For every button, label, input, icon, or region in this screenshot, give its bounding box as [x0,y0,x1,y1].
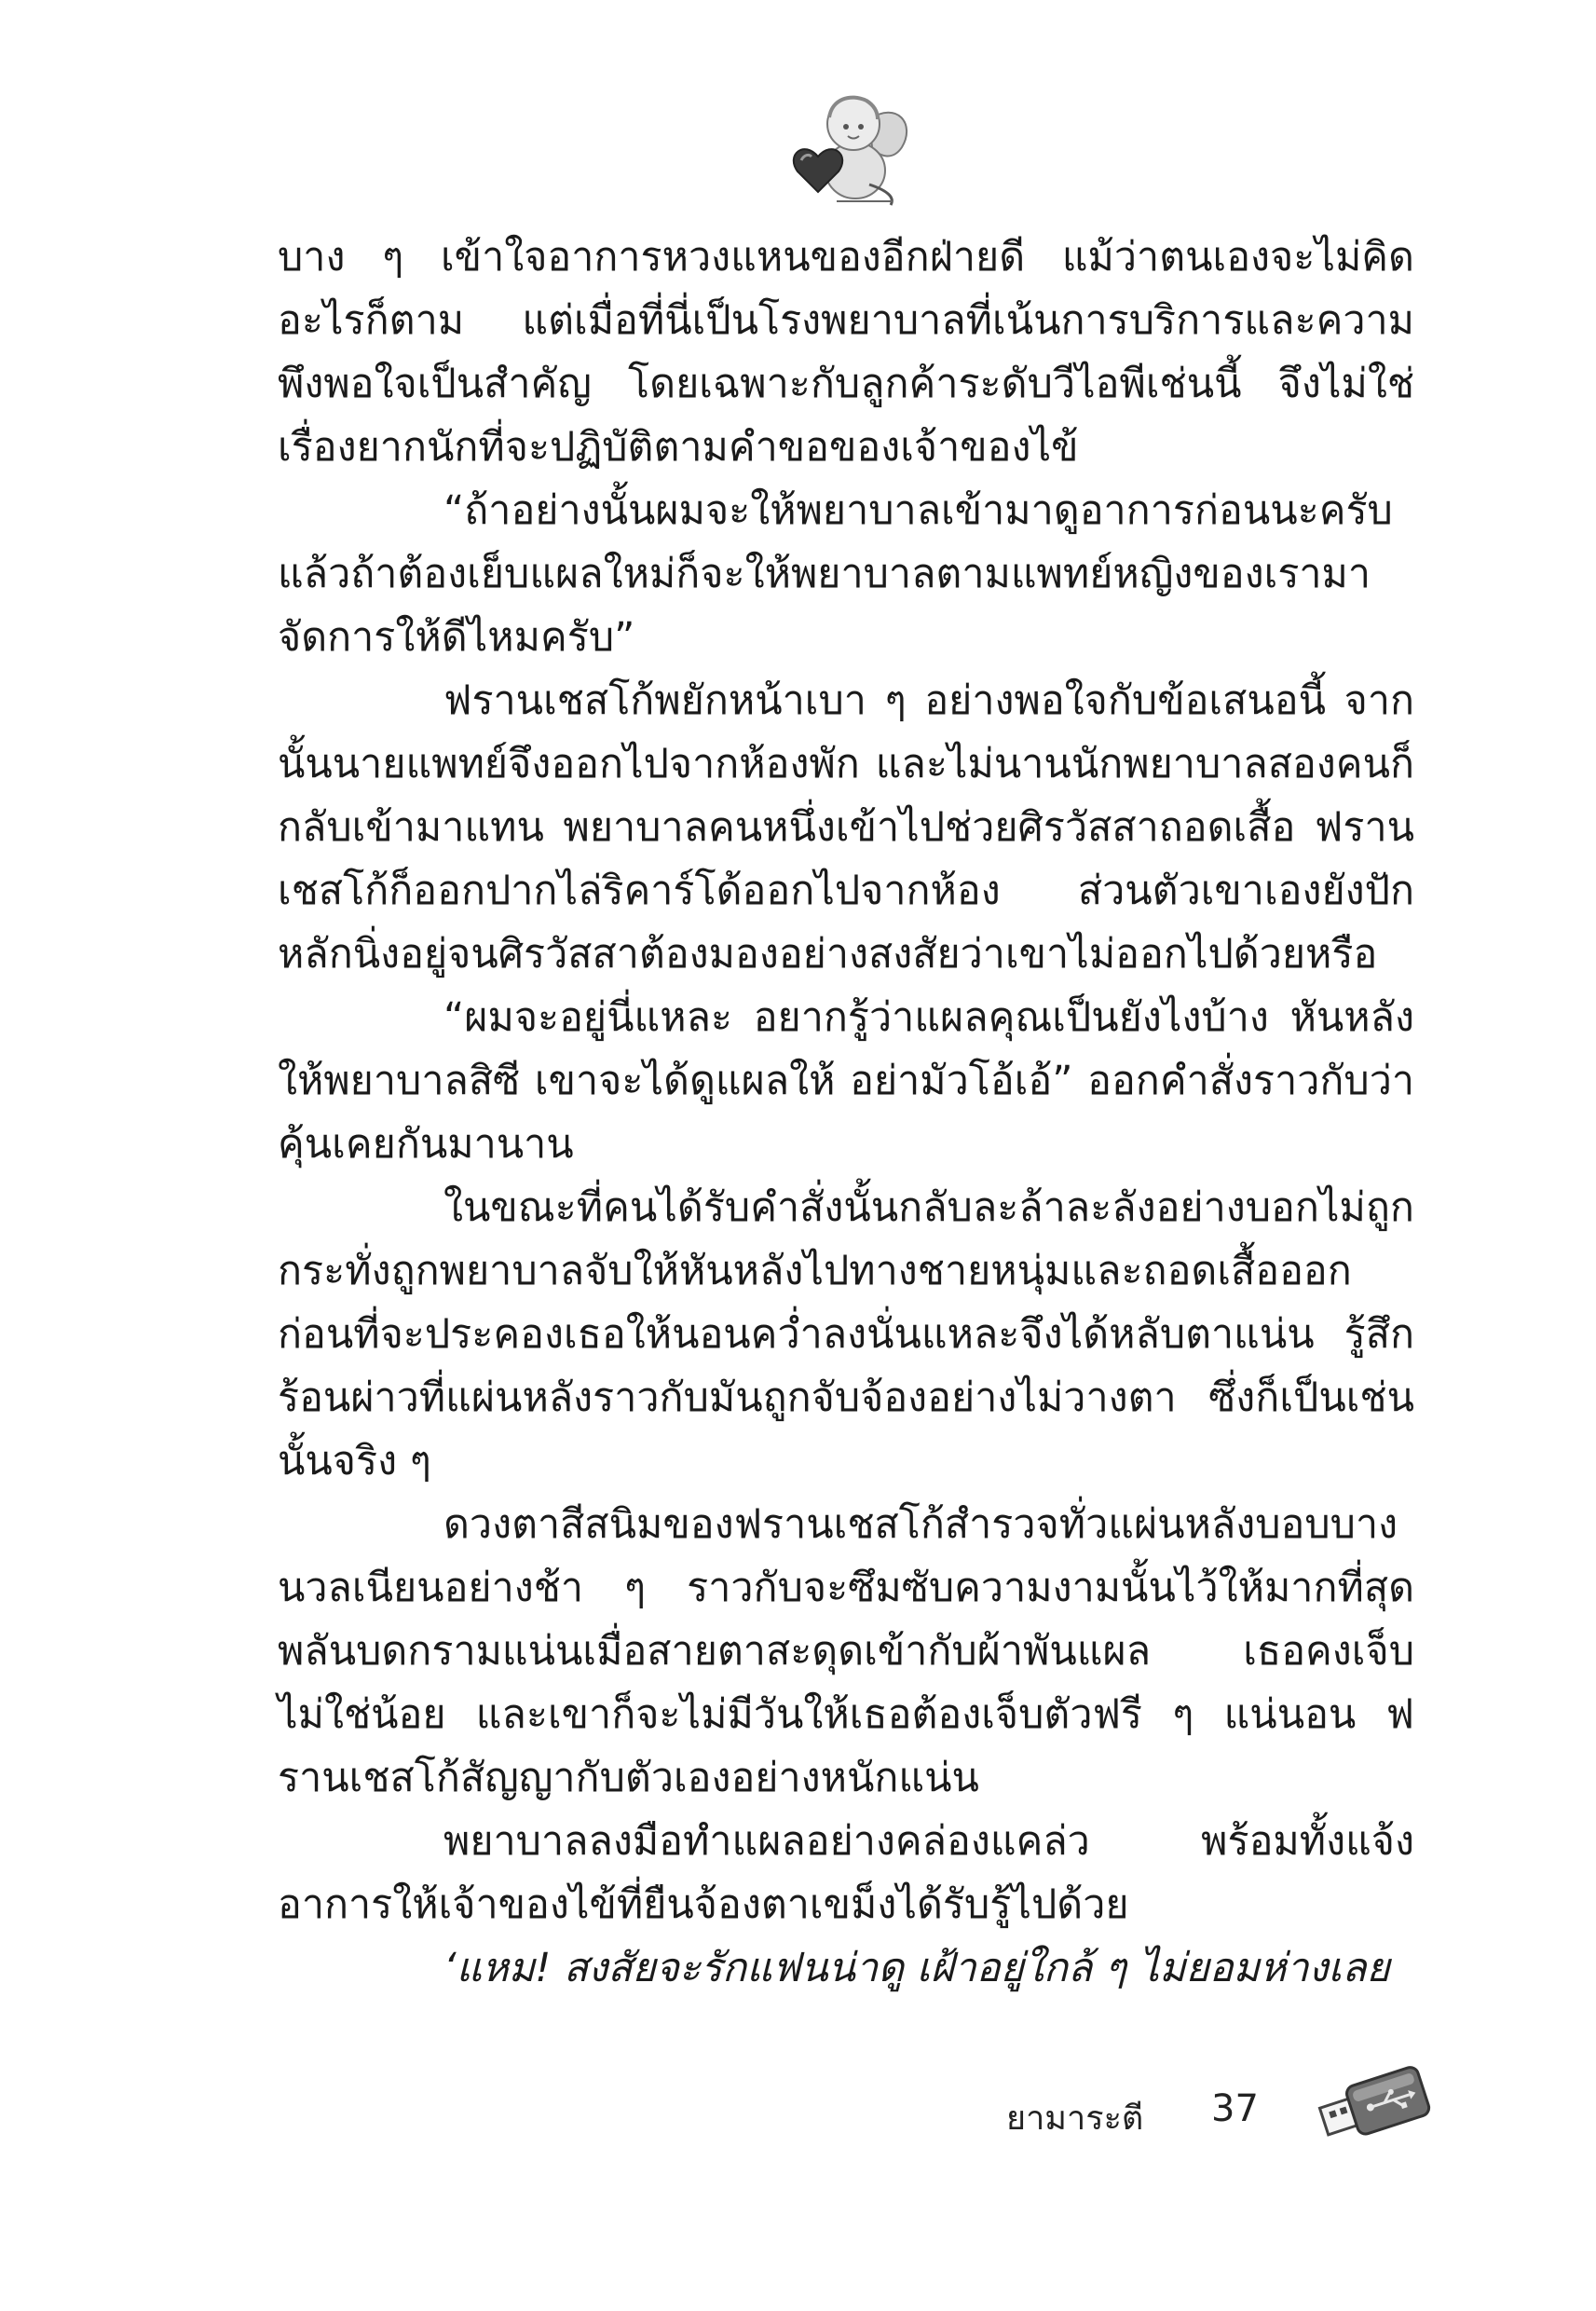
paragraph-6: ดวงตาสีสนิมของฟรานเชสโก้สำรวจทั่วแผ่นหลังบอบบางนวลเนียนอย่างช้า ๆ ราวกับจะซึมซับความงามนั้นไว้ให้มากที่สุด พลันบดกรามแน่นเมื่อสายตาสะดุดเข้ากับผ้าพันแผล เธอคงเจ็บไม่ใช่น้อย และเขาก็จะไม่มีวันให้เธอต้องเจ็บตัวฟรี ๆ แน่นอน ฟรานเชสโก้สัญญากับตัวเองอย่างหนักแน่น [278,1501,1414,1801]
paragraph-8: ‘แหม! สงสัยจะรักแฟนน่าดู เฝ้าอยู่ใกล้ ๆ ไม่ยอมห่างเลย [443,1945,1390,1991]
paragraph-1: บาง ๆ เข้าใจอาการหวงแหนของอีกฝ่ายดี แม้ว่าตนเองจะไม่คิดอะไรก็ตาม แต่เมื่อที่นี่เป็นโรงพยาบาลที่เน้นการบริการและความพึงพอใจเป็นสำคัญ โดยเฉพาะกับลูกค้าระดับวีไอพีเช่นนี้ จึงไม่ใช่เรื่องยากนักที่จะปฏิบัติตามคำขอของเจ้าของไข้ [278,234,1414,471]
paragraph-7: พยาบาลลงมือทำแผลอย่างคล่องแคล่ว พร้อมทั้งแจ้งอาการให้เจ้าของไข้ที่ยืนจ้องตาเขม็งได้รับรู้ไปด้วย [278,1818,1414,1928]
page-number: 37 [1211,2087,1259,2130]
paragraph-5: ในขณะที่คนได้รับคำสั่งนั้นกลับละล้าละลังอย่างบอกไม่ถูก กระทั่งถูกพยาบาลจับให้หันหลังไปทางชายหนุ่มและถอดเสื้อออก ก่อนที่จะประคองเธอให้นอนคว่ำลงนั่นแหละจึงได้หลับตาแน่น รู้สึกร้อนผ่าวที่แผ่นหลังราวกับมันถูกจับจ้องอย่างไม่วางตา ซึ่งก็เป็นเช่นนั้นจริง ๆ [278,1184,1414,1484]
paragraph-2: “ถ้าอย่างนั้นผมจะให้พยาบาลเข้ามาดูอาการก่อนนะครับ แล้วถ้าต้องเย็บแผลใหม่ก็จะให้พยาบาลตามแพทย์หญิงของเรามาจัดการให้ดีไหมครับ” [278,487,1393,661]
usb-drive-icon [1314,2058,1435,2151]
cupid-heart-icon [781,82,921,212]
paragraph-3: ฟรานเชสโก้พยักหน้าเบา ๆ อย่างพอใจกับข้อเสนอนี้ จากนั้นนายแพทย์จึงออกไปจากห้องพัก และไม่นานนักพยาบาลสองคนก็กลับเข้ามาแทน พยาบาลคนหนึ่งเข้าไปช่วยศิรวัสสาถอดเสื้อ ฟรานเชสโก้ก็ออกปากไล่ริคาร์โด้ออกไปจากห้อง ส่วนตัวเขาเองยังปักหลักนิ่งอยู่จนศิรวัสสาต้องมองอย่างสงสัยว่าเขาไม่ออกไปด้วยหรือ [278,677,1414,978]
book-title: ยามาระตี [1006,2099,1144,2138]
story-text [278,226,1414,2000]
paragraph-4: “ผมจะอยู่นี่แหละ อยากรู้ว่าแผลคุณเป็นยังไงบ้าง หันหลังให้พยาบาลสิซี เขาจะได้ดูแผลให้ อย่ามัวโอ้เอ้” ออกคำสั่งราวกับว่าคุ้นเคยกันมานาน [278,994,1414,1168]
